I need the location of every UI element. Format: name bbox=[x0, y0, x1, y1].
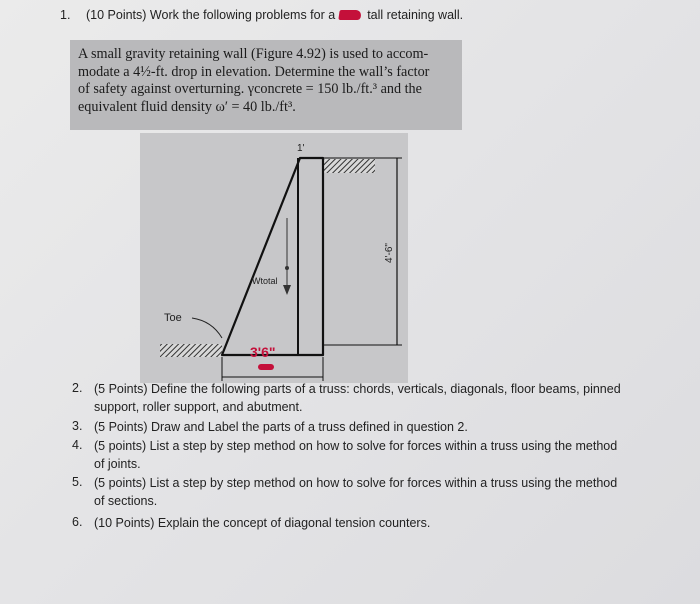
question-5 bbox=[72, 475, 617, 510]
question-line: (5 points) List a step by step method on how to solve for forces within a truss using the method bbox=[94, 476, 618, 490]
wall-outline bbox=[222, 158, 323, 355]
handwritten-mark bbox=[258, 364, 274, 370]
problem-line: equivalent fluid density ω′ = 40 lb./ft³. bbox=[78, 98, 296, 115]
question-1-text-after: tall retaining wall. bbox=[367, 8, 464, 22]
upper-ground-hatch bbox=[323, 159, 375, 173]
question-line: of joints. bbox=[94, 456, 141, 471]
question-line: of sections. bbox=[94, 493, 158, 508]
base-width-label: 3'6" bbox=[250, 344, 276, 360]
question-number: 1. bbox=[60, 8, 71, 22]
centroid-dot bbox=[285, 266, 289, 270]
problem-line: of safety against overturning. γconcrete = 150 lb./ft.³ and the bbox=[78, 81, 422, 97]
question-number: 3. bbox=[72, 419, 83, 433]
retaining-wall-diagram bbox=[140, 133, 408, 383]
question-2 bbox=[72, 381, 621, 416]
problem-statement bbox=[70, 40, 462, 130]
toe-leader-line bbox=[192, 318, 222, 338]
lower-ground-hatch bbox=[160, 344, 222, 357]
weight-arrow-head bbox=[283, 285, 291, 295]
redaction-mark bbox=[338, 10, 361, 20]
retaining-wall-figure bbox=[140, 133, 408, 383]
question-1-text-before: (10 Points) Work the following problems for a bbox=[86, 8, 336, 22]
question-number: 2. bbox=[72, 381, 83, 395]
question-4 bbox=[72, 438, 617, 473]
question-number: 4. bbox=[72, 438, 83, 452]
question-6 bbox=[72, 515, 430, 533]
question-line: (5 points) List a step by step method on how to solve for forces within a truss using the method bbox=[94, 439, 618, 453]
question-number: 6. bbox=[72, 515, 83, 529]
problem-line: A small gravity retaining wall (Figure 4.92) is used to accom- bbox=[78, 46, 429, 62]
question-3 bbox=[72, 419, 468, 437]
question-line: (5 Points) Define the following parts of a truss: chords, verticals, diagonals, floor beams, pinned bbox=[94, 382, 621, 396]
toe-label: Toe bbox=[164, 312, 182, 324]
question-number: 5. bbox=[72, 475, 83, 489]
question-line: support, roller support, and abutment. bbox=[94, 399, 303, 414]
question-line: (10 Points) Explain the concept of diagonal tension counters. bbox=[94, 516, 431, 530]
problem-line: modate a 4½-ft. drop in elevation. Determine the wall’s factor bbox=[78, 63, 430, 80]
question-1-header bbox=[60, 8, 463, 22]
top-width-label: 1' bbox=[297, 143, 305, 154]
weight-label: Wtotal bbox=[252, 276, 278, 286]
height-label: 4'-6" bbox=[384, 243, 395, 263]
question-line: (5 Points) Draw and Label the parts of a truss defined in question 2. bbox=[94, 420, 468, 434]
